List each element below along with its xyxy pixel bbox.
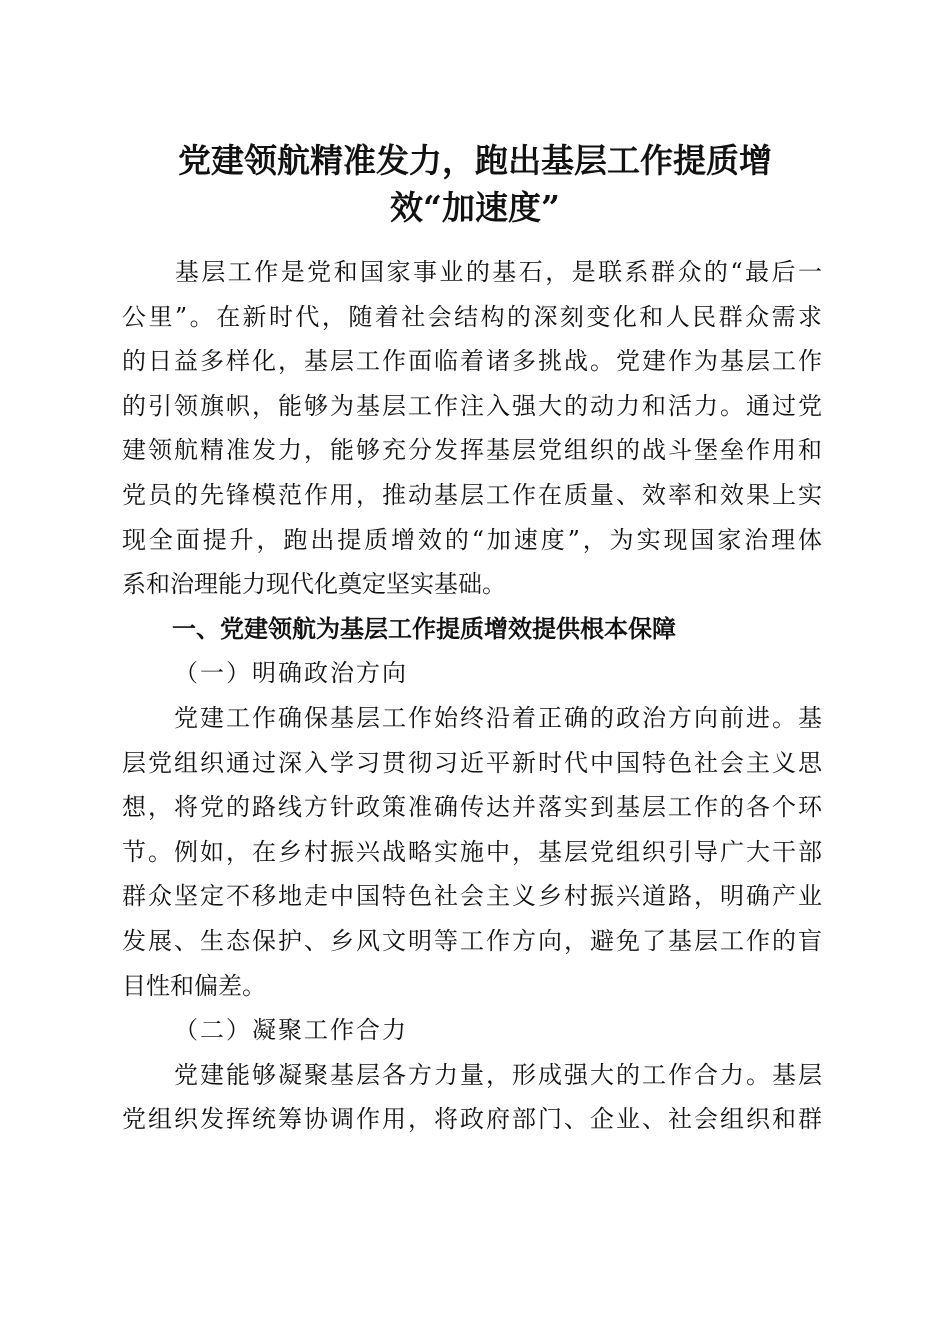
text-line: 建领航精准发力，能够充分发挥基层党组织的战斗堡垒作用和 bbox=[122, 436, 822, 465]
section-heading-1: 一、党建领航为基层工作提质增效提供根本保障 bbox=[172, 614, 676, 643]
text-line: 层党组织通过深入学习贯彻习近平新时代中国特色社会主义思 bbox=[122, 748, 822, 777]
subsection-2-paragraph bbox=[122, 1053, 822, 1142]
text-line: 发展、生态保护、乡风文明等工作方向，避免了基层工作的盲 bbox=[122, 926, 822, 955]
text-line: 党员的先锋模范作用，推动基层工作在质量、效率和效果上实 bbox=[122, 480, 822, 509]
text-line: 的引领旗帜，能够为基层工作注入强大的动力和活力。通过党 bbox=[122, 391, 822, 420]
subsection-1-paragraph bbox=[122, 696, 822, 1008]
intro-paragraph bbox=[122, 250, 822, 607]
document-title bbox=[120, 137, 830, 231]
text-line: 党组织发挥统筹协调作用，将政府部门、企业、社会组织和群 bbox=[122, 1105, 822, 1134]
title-line-1: 党建领航精准发力，跑出基层工作提质增 bbox=[178, 141, 772, 180]
text-line: 目性和偏差。 bbox=[122, 971, 266, 1000]
text-line: 党建能够凝聚基层各方力量，形成强大的工作合力。基层 bbox=[122, 1060, 822, 1089]
subsection-heading-1: （一）明确政治方向 bbox=[174, 659, 408, 688]
text-line: 群众坚定不移地走中国特色社会主义乡村振兴道路，明确产业 bbox=[122, 882, 822, 911]
document-body bbox=[122, 250, 822, 1142]
text-line: 公里”。在新时代，随着社会结构的深刻变化和人民群众需求 bbox=[122, 302, 822, 331]
subsection-heading-2: （二）凝聚工作合力 bbox=[174, 1016, 408, 1045]
text-line: 系和治理能力现代化奠定坚实基础。 bbox=[122, 570, 506, 599]
title-line-2: 效“加速度” bbox=[390, 188, 560, 227]
text-line: 现全面提升，跑出提质增效的“加速度”，为实现国家治理体 bbox=[122, 525, 822, 554]
text-line: 的日益多样化，基层工作面临着诸多挑战。党建作为基层工作 bbox=[122, 347, 822, 376]
text-line: 基层工作是党和国家事业的基石，是联系群众的“最后一 bbox=[122, 258, 822, 286]
text-line: 节。例如，在乡村振兴战略实施中，基层党组织引导广大干部 bbox=[122, 837, 822, 866]
text-line: 想，将党的路线方针政策准确传达并落实到基层工作的各个环 bbox=[122, 793, 822, 822]
text-line: 党建工作确保基层工作始终沿着正确的政治方向前进。基 bbox=[122, 703, 822, 732]
